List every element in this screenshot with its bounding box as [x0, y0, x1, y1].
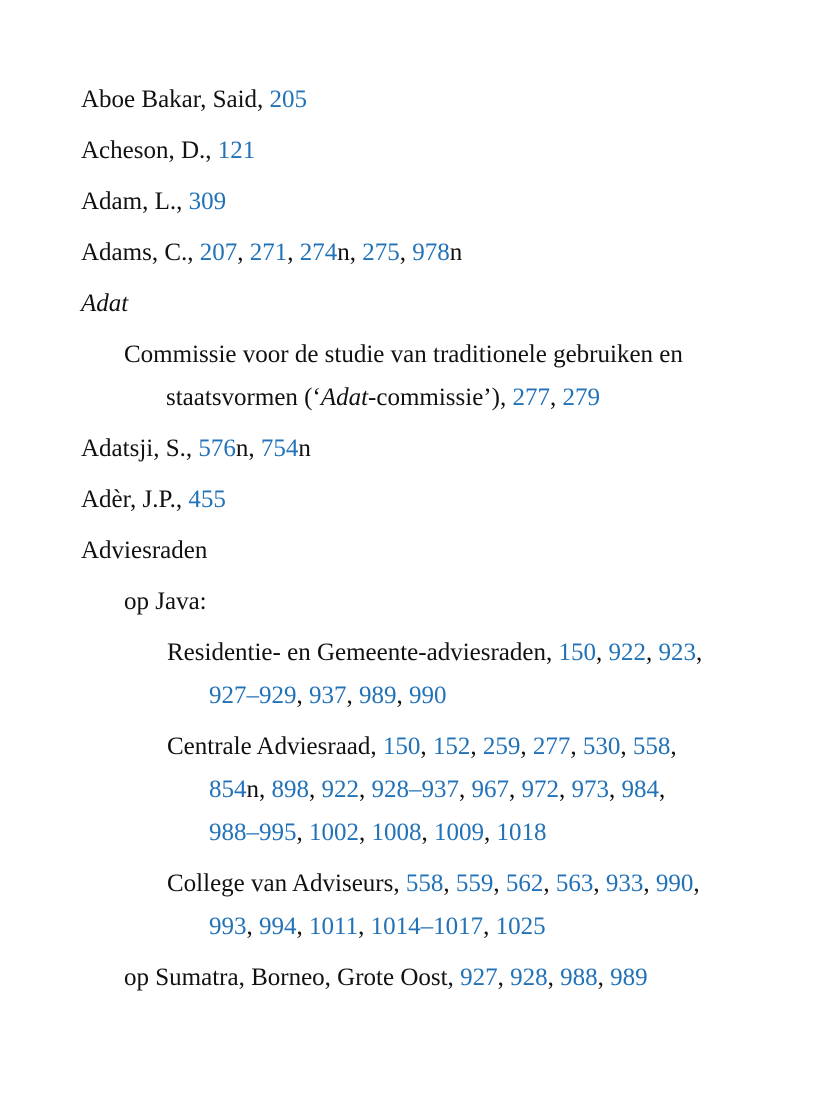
- separator-text: ,: [443, 870, 456, 897]
- separator-text: ,: [549, 384, 563, 411]
- separator-text: ,: [643, 870, 656, 897]
- separator-text: ,: [296, 913, 309, 940]
- page-reference-link[interactable]: 967: [471, 776, 509, 803]
- page-reference-link[interactable]: 978: [412, 239, 450, 266]
- index-entry: [81, 231, 786, 274]
- entry-heading-text: Centrale Adviesraad,: [167, 733, 383, 760]
- page-reference-link[interactable]: 993: [209, 913, 247, 940]
- page-reference-link[interactable]: 928: [510, 964, 548, 991]
- page-reference-link[interactable]: 988: [560, 964, 598, 991]
- page-reference-link[interactable]: 309: [188, 188, 227, 215]
- page-reference-link[interactable]: 207: [199, 239, 238, 266]
- page-reference-link[interactable]: 923: [658, 639, 696, 666]
- index-entry-line: [124, 956, 786, 999]
- page-reference-link[interactable]: 1009: [434, 819, 484, 846]
- index-entry: [81, 529, 786, 572]
- index-entry-continuation: [124, 376, 786, 419]
- entry-heading-text: op Java:: [124, 588, 207, 615]
- index-entry-line: [167, 862, 786, 905]
- separator-text: ,: [646, 639, 659, 666]
- separator-text: ,: [593, 870, 606, 897]
- separator-text: ,: [399, 239, 413, 266]
- page-reference-link[interactable]: 1011: [309, 913, 359, 940]
- index-entry: [81, 282, 786, 325]
- page-reference-link[interactable]: 558: [405, 870, 444, 897]
- separator-text: ,: [659, 776, 666, 803]
- page-reference-link[interactable]: 121: [217, 137, 256, 164]
- page-reference-link[interactable]: 854: [209, 776, 247, 803]
- separator-text: n,: [337, 239, 363, 266]
- page-reference-link[interactable]: 754: [260, 435, 299, 462]
- page-reference-link[interactable]: 973: [571, 776, 609, 803]
- page-reference-link[interactable]: 271: [249, 239, 288, 266]
- index-entry-continuation: [167, 811, 786, 854]
- index-entry: [81, 862, 786, 948]
- page-reference-link[interactable]: 563: [555, 870, 594, 897]
- page-reference-link[interactable]: 994: [259, 913, 297, 940]
- page-reference-link[interactable]: 927: [460, 964, 498, 991]
- separator-text: ,: [509, 776, 522, 803]
- page-reference-link[interactable]: 152: [432, 733, 471, 760]
- index-entry: [81, 956, 786, 999]
- separator-text: ,: [497, 964, 511, 991]
- index-entry: [81, 333, 786, 419]
- entry-heading-text: staatsvormen (‘: [166, 384, 321, 411]
- index-entry-line: [81, 231, 786, 274]
- page-reference-link[interactable]: 576: [198, 435, 236, 462]
- separator-text: ,: [520, 733, 533, 760]
- page-reference-link[interactable]: 1025: [495, 913, 546, 940]
- separator-text: ,: [420, 733, 433, 760]
- separator-text: ,: [237, 239, 250, 266]
- index-entry-line: [81, 529, 786, 572]
- page-reference-link[interactable]: 274: [299, 239, 338, 266]
- entry-heading-text: op Sumatra, Borneo, Grote Oost,: [124, 964, 461, 991]
- separator-text: ,: [670, 733, 677, 760]
- separator-text: ,: [597, 964, 611, 991]
- index-entry-continuation: [167, 905, 786, 948]
- separator-text: ,: [484, 819, 497, 846]
- page-reference-link[interactable]: 1014–1017: [370, 913, 484, 940]
- page-reference-link[interactable]: 937: [309, 682, 347, 709]
- separator-text: ,: [596, 639, 609, 666]
- page-reference-link[interactable]: 150: [558, 639, 596, 666]
- page-reference-link[interactable]: 898: [271, 776, 309, 803]
- separator-text: ,: [620, 733, 633, 760]
- entry-heading-text: -commissie’),: [368, 384, 513, 411]
- separator-text: ,: [609, 776, 622, 803]
- entry-heading-text: Acheson, D.,: [81, 137, 218, 164]
- entry-heading-text: Commissie voor de studie van traditionele gebruiken en: [124, 341, 683, 368]
- separator-text: ,: [358, 913, 371, 940]
- page-reference-link[interactable]: 988–995: [209, 819, 297, 846]
- separator-text: ,: [246, 913, 259, 940]
- index-entry-line: [81, 282, 786, 325]
- separator-text: ,: [696, 639, 703, 666]
- entry-heading-text: Adviesraden: [81, 537, 208, 564]
- entry-heading-text: Aboe Bakar, Said,: [81, 86, 270, 113]
- index-entry: [81, 180, 786, 223]
- page-reference-link[interactable]: 990: [655, 870, 694, 897]
- index-entry-line: [81, 78, 786, 121]
- separator-text: ,: [309, 776, 322, 803]
- page-reference-link[interactable]: 559: [455, 870, 494, 897]
- separator-text: ,: [396, 682, 409, 709]
- separator-text: ,: [421, 819, 434, 846]
- page-reference-link[interactable]: 989: [359, 682, 397, 709]
- separator-text: ,: [547, 964, 561, 991]
- separator-text: n,: [246, 776, 272, 803]
- page-reference-link[interactable]: 922: [321, 776, 359, 803]
- separator-text: ,: [296, 819, 309, 846]
- index-entry: [81, 725, 786, 854]
- separator-text: ,: [470, 733, 483, 760]
- index-entry-line: [167, 631, 786, 674]
- index-entry: [81, 427, 786, 470]
- index-entry-continuation: [167, 674, 786, 717]
- separator-text: ,: [543, 870, 556, 897]
- page-reference-link[interactable]: 150: [382, 733, 421, 760]
- separator-text: ,: [346, 682, 359, 709]
- page-reference-link[interactable]: 927–929: [209, 682, 297, 709]
- index-entry-line: [81, 180, 786, 223]
- index-entry-line: [124, 580, 786, 623]
- page-reference-link[interactable]: 277: [532, 733, 571, 760]
- page-reference-link[interactable]: 972: [521, 776, 559, 803]
- page-reference-link[interactable]: 455: [188, 486, 226, 513]
- page-reference-link[interactable]: 922: [608, 639, 646, 666]
- separator-text: ,: [483, 913, 496, 940]
- index-entry-continuation: [167, 768, 786, 811]
- entry-heading-text: College van Adviseurs,: [167, 870, 406, 897]
- page-reference-link[interactable]: 530: [582, 733, 621, 760]
- index-entry: [81, 129, 786, 172]
- page-reference-link[interactable]: 990: [409, 682, 447, 709]
- index-entry: [81, 580, 786, 623]
- separator-text: ,: [493, 870, 506, 897]
- entry-heading-text: Adam, L.,: [81, 188, 189, 215]
- separator-text: ,: [287, 239, 300, 266]
- entry-heading-text: Adèr, J.P.,: [81, 486, 189, 513]
- index-entry: [81, 478, 786, 521]
- page-reference-link[interactable]: 205: [269, 86, 308, 113]
- page-reference-link[interactable]: 1018: [496, 819, 547, 846]
- index-entry: [81, 78, 786, 121]
- page-reference-link[interactable]: 928–937: [371, 776, 459, 803]
- separator-text: ,: [693, 870, 700, 897]
- entry-heading-text: Adams, C.,: [81, 239, 200, 266]
- separator-text: ,: [296, 682, 309, 709]
- page-reference-link[interactable]: 279: [562, 384, 600, 411]
- italic-term: Adat: [81, 290, 129, 317]
- italic-term: Adat: [320, 384, 369, 411]
- entry-heading-text: Residentie- en Gemeente-adviesraden,: [167, 639, 559, 666]
- page-reference-link[interactable]: 984: [621, 776, 659, 803]
- index-entry-line: [124, 333, 786, 376]
- separator-text: ,: [359, 776, 372, 803]
- separator-text: n: [449, 239, 463, 266]
- page-reference-link[interactable]: 933: [605, 870, 644, 897]
- separator-text: ,: [359, 819, 372, 846]
- page-reference-link[interactable]: 558: [632, 733, 671, 760]
- index-entry-line: [167, 725, 786, 768]
- page-reference-link[interactable]: 562: [505, 870, 544, 897]
- index-entry-line: [81, 129, 786, 172]
- page-reference-link[interactable]: 989: [610, 964, 648, 991]
- page-reference-link[interactable]: 1008: [371, 819, 422, 846]
- separator-text: ,: [570, 733, 583, 760]
- entry-heading-text: Adatsji, S.,: [81, 435, 199, 462]
- index-entry-line: [81, 427, 786, 470]
- index-entry: [81, 631, 786, 717]
- page-reference-link[interactable]: 259: [482, 733, 521, 760]
- page-reference-link[interactable]: 1002: [309, 819, 359, 846]
- index-entry-line: [81, 478, 786, 521]
- separator-text: n,: [235, 435, 261, 462]
- page-reference-link[interactable]: 277: [512, 384, 550, 411]
- separator-text: ,: [459, 776, 472, 803]
- separator-text: n: [298, 435, 311, 462]
- page-reference-link[interactable]: 275: [362, 239, 400, 266]
- separator-text: ,: [559, 776, 572, 803]
